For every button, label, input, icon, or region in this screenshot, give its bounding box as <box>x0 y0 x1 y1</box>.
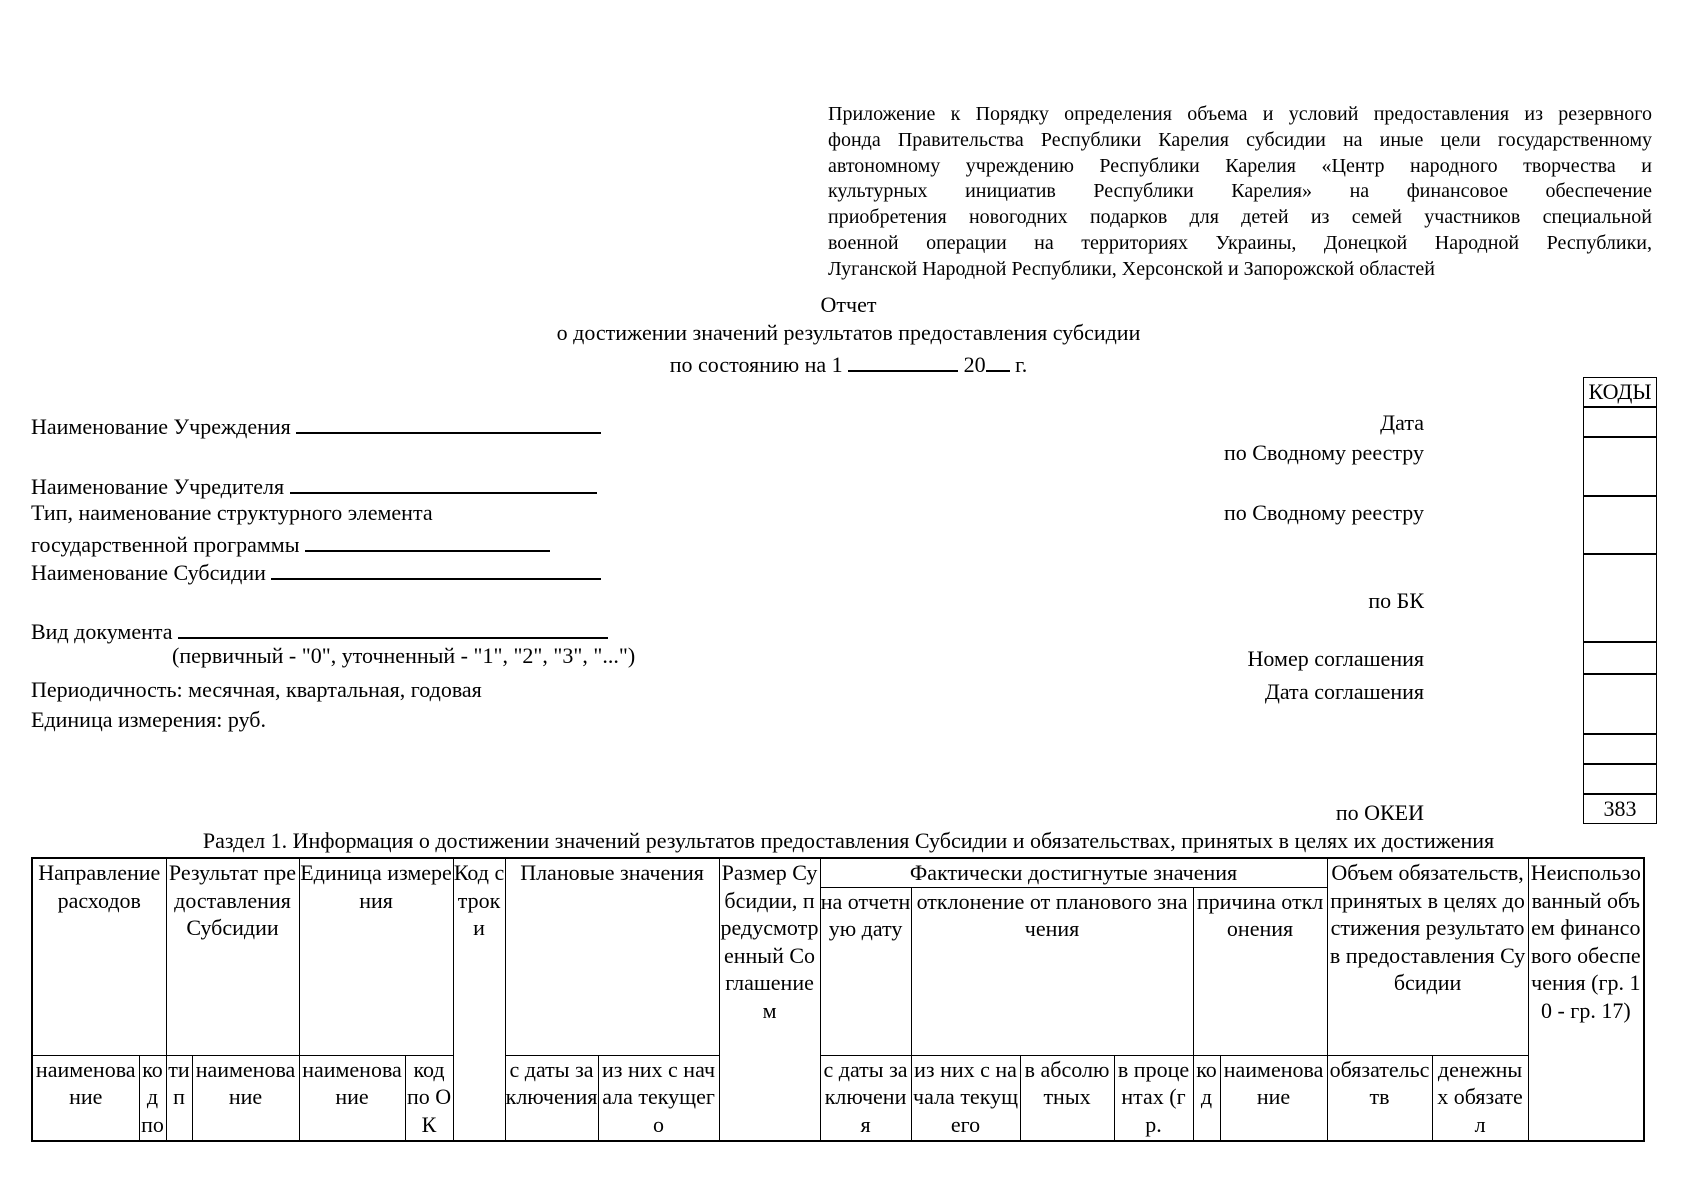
code-cell-agreement-number[interactable] <box>1583 642 1657 674</box>
code-cell-empty-2[interactable] <box>1583 764 1657 794</box>
sub-deviation-absolute: в абсолютных <box>1020 1055 1114 1141</box>
doc-type-hint: (первичный - "0", уточненный - "1", "2", "3", "...") <box>172 643 636 668</box>
program-blank[interactable] <box>305 528 550 552</box>
appendix-line: автономному учреждению Республики Карелия «Центр народного творчества и <box>828 154 1652 177</box>
code-cell-registry-1[interactable] <box>1583 437 1657 496</box>
month-blank[interactable] <box>848 348 958 372</box>
doc-type-field: Вид документа <box>31 615 608 645</box>
header-row-code: Код строки <box>453 858 505 1141</box>
section-title: Раздел 1. Информация о достижении значений результатов предоставления Субсидии и обязательствах, принятых в целях их достижения <box>202 828 1495 853</box>
code-cell-agreement-date[interactable] <box>1583 674 1657 734</box>
header-unused: Неиспользованный объем финансового обеспечения (гр. 10 - гр. 17) <box>1528 858 1644 1141</box>
results-table <box>31 857 1645 1142</box>
doc-type-blank[interactable] <box>178 615 608 639</box>
codes-header: КОДЫ <box>1583 377 1657 407</box>
sub-money-obligations: денежных обязател <box>1432 1055 1528 1141</box>
sub-planned-from-start: из них с начала текущего <box>598 1055 719 1141</box>
appendix-line: Луганской Народной Республики, Херсонской и Запорожской областей <box>828 257 1435 280</box>
appendix-line: военной операции на территориях Украины, Донецкой Народной Республики, <box>828 231 1652 254</box>
code-cell-empty-1[interactable] <box>1583 734 1657 764</box>
sub-planned-from-date: с даты заключения <box>505 1055 598 1141</box>
sub-result-name: наименование <box>192 1055 299 1141</box>
appendix-line: приобретения новогодних подарков для детей из семей участников специальной <box>828 206 1652 229</box>
sub-direction-name: наименование <box>32 1055 139 1141</box>
sub-deviation-percent: в процентах (гр. <box>1114 1055 1193 1141</box>
unit-label: Единица измерения: руб. <box>31 707 266 732</box>
code-cell-registry-2[interactable] <box>1583 496 1657 554</box>
sub-unit-name: наименование <box>299 1055 405 1141</box>
founder-field: Наименование Учредителя <box>31 470 597 500</box>
subsidy-field: Наименование Субсидии <box>31 556 601 586</box>
header-actual: Фактически достигнутые значения <box>820 858 1327 887</box>
sub-result-type: тип <box>166 1055 192 1141</box>
okei-label: по ОКЕИ <box>1335 800 1424 825</box>
appendix-line: фонда Правительства Республики Карелия субсидии на иные цели государственному <box>828 128 1652 151</box>
agreement-number-label: Номер соглашения <box>1247 646 1424 671</box>
header-result: Результат предоставления Субсидии <box>166 858 299 1055</box>
sub-direction-code: код по <box>139 1055 166 1141</box>
code-cell-okei: 383 <box>1583 794 1657 824</box>
sub-obligations: обязательств <box>1327 1055 1432 1141</box>
header-obligations: Объем обязательств, принятых в целях достижения результатов предоставления Субсидии <box>1327 858 1528 1055</box>
bk-label: по БК <box>1368 588 1424 613</box>
registry-label-1: по Сводному реестру <box>1224 440 1424 465</box>
institution-field: Наименование Учреждения <box>31 410 601 440</box>
appendix-note <box>828 102 1652 283</box>
registry-label-2: по Сводному реестру <box>1224 500 1424 525</box>
report-subtitle: о достижении значений результатов предоставления субсидии <box>556 320 1141 345</box>
sub-reason-code: код <box>1193 1055 1220 1141</box>
header-unit: Единица измерения <box>299 858 453 1055</box>
header-planned: Плановые значения <box>505 858 719 1055</box>
date-label: Дата <box>1380 410 1424 435</box>
appendix-line: культурных инициатив Республики Карелия» на финансовое обеспечение <box>828 180 1652 203</box>
report-title: Отчет <box>820 292 877 317</box>
founder-blank[interactable] <box>290 470 597 494</box>
header-subsidy-size: Размер Субсидии, предусмотренный Соглашением <box>719 858 820 1141</box>
program-field-line2: государственной программы <box>31 528 550 558</box>
subsidy-blank[interactable] <box>271 556 601 580</box>
agreement-date-label: Дата соглашения <box>1264 679 1424 704</box>
sub-unit-okei: код по ОК <box>405 1055 453 1141</box>
sub-actual-from-date: с даты заключения <box>820 1055 911 1141</box>
header-direction: Направление расходов <box>32 858 166 1055</box>
periodicity-label: Периодичность: месячная, квартальная, годовая <box>31 677 482 702</box>
program-field-line1: Тип, наименование структурного элемента <box>31 500 433 525</box>
code-cell-date[interactable] <box>1583 407 1657 437</box>
year-blank[interactable] <box>986 348 1010 372</box>
header-at-date: на отчетную дату <box>820 887 911 1055</box>
sub-actual-from-start: из них с начала текущего <box>911 1055 1020 1141</box>
report-date-line: по состоянию на 1 20 г. <box>0 348 1697 378</box>
header-deviation: отклонение от планового значения <box>911 887 1193 1055</box>
appendix-line: Приложение к Порядку определения объема и условий предоставления из резервного <box>828 103 1652 125</box>
institution-blank[interactable] <box>296 410 601 434</box>
header-reason: причина отклонения <box>1193 887 1327 1055</box>
code-cell-bk[interactable] <box>1583 554 1657 642</box>
sub-reason-name: наименование <box>1220 1055 1327 1141</box>
